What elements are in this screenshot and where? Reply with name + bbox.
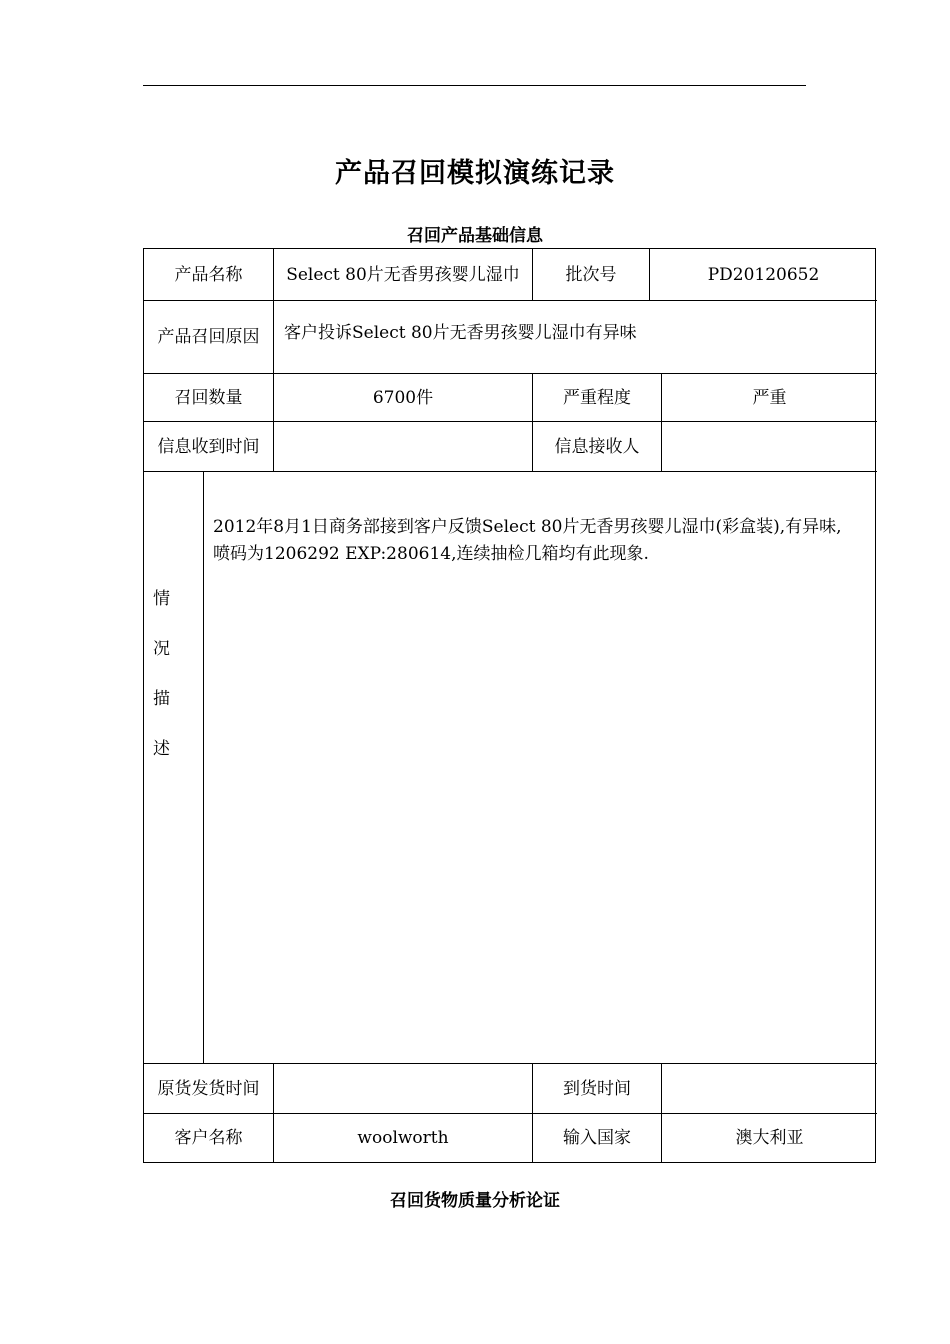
arrival-time-label: 到货时间: [533, 1064, 662, 1114]
import-country-label: 输入国家: [533, 1114, 662, 1162]
severity-value: 严重: [662, 374, 877, 422]
document-title: 产品召回模拟演练记录: [335, 158, 615, 189]
info-receiver-value: [662, 422, 877, 472]
recall-reason-label: 产品召回原因: [144, 301, 274, 374]
customer-name-value: woolworth: [274, 1114, 533, 1162]
product-name-value: Select 80片无香男孩婴儿湿巾: [274, 249, 533, 301]
info-received-time-label: 信息收到时间: [144, 422, 274, 472]
original-ship-time-value: [274, 1064, 533, 1114]
info-received-time-value: [274, 422, 533, 472]
customer-name-label: 客户名称: [144, 1114, 274, 1162]
label-char: 况: [153, 639, 170, 659]
label-char: 情: [153, 589, 170, 609]
section-title-quality-analysis: 召回货物质量分析论证: [390, 1191, 560, 1211]
label-char: 述: [153, 739, 170, 759]
situation-description-label: [144, 472, 204, 1064]
recall-reason-value: 客户投诉Select 80片无香男孩婴儿湿巾有异味: [274, 301, 877, 374]
situation-description-text: 2012年8月1日商务部接到客户反馈Select 80片无香男孩婴儿湿巾(彩盒装),有异味,喷码为1206292 EXP:280614,连续抽检几箱均有此现象.: [204, 472, 877, 1064]
batch-number-value: PD20120652: [650, 249, 877, 301]
product-name-label: 产品名称: [144, 249, 274, 301]
info-receiver-label: 信息接收人: [533, 422, 662, 472]
header-rule: [143, 85, 806, 86]
import-country-value: 澳大利亚: [735, 1128, 804, 1148]
section-title-basic-info: 召回产品基础信息: [407, 226, 543, 246]
batch-number-label: 批次号: [533, 249, 650, 301]
recall-quantity-value: 6700件: [274, 374, 533, 422]
original-ship-time-label: 原货发货时间: [144, 1064, 274, 1114]
recall-info-table: [143, 248, 876, 1163]
label-char: 描: [153, 689, 170, 709]
severity-label: 严重程度: [533, 374, 662, 422]
recall-quantity-label: 召回数量: [144, 374, 274, 422]
arrival-time-value: [662, 1064, 877, 1114]
